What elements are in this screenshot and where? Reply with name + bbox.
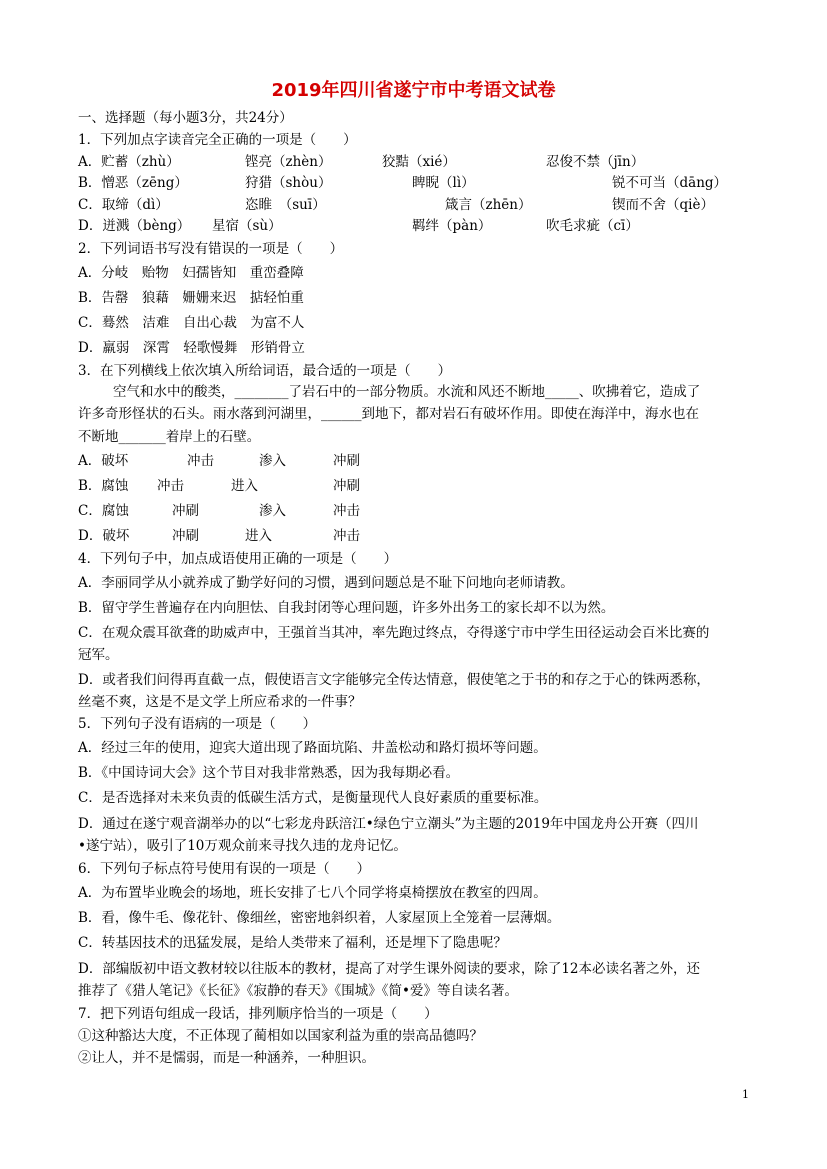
q1-option-word: 狩猎（shòu） xyxy=(245,175,332,191)
q3-option-word: 冲刷 xyxy=(172,503,199,519)
q3-option-word: 冲刷 xyxy=(333,478,360,494)
q2-option: A．分岐 贻物 妇孺皆知 重峦叠障 xyxy=(78,265,304,281)
q1-option: C．取缔（dì） xyxy=(78,197,169,213)
q2-option: C．蓦然 洁难 自出心裁 为富不人 xyxy=(78,315,305,331)
q3-option-word: 冲击 xyxy=(333,528,360,544)
q4-option-line: C．在观众震耳欲聋的助威声中，王强首当其冲，率先跑过终点，夺得遂宁市中学生田径运动会百米比赛的 xyxy=(78,625,710,641)
q3-option-word: 渗入 xyxy=(259,503,286,519)
q1-option-word: 睥睨（lì） xyxy=(412,175,475,191)
q1-option: B．憎恶（zēng） xyxy=(78,175,188,191)
q3-option-word: 冲刷 xyxy=(333,453,360,469)
q6-option-line: D．部编版初中语文教材较以往版本的教材，提高了对学生课外阅读的要求，除了12本必读名著之外，还 xyxy=(78,961,701,977)
q1-option: D．迸溅（bèng） xyxy=(78,218,191,234)
q5-option-line: D．通过在遂宁观音湖举办的以“七彩龙舟跃涪江•绿色宁立潮头”为主题的2019年中国龙舟公开赛（四川 xyxy=(78,816,699,832)
q7-sentence: ①这种豁达大度，不正体现了蔺相如以国家利益为重的崇高品德吗？ xyxy=(78,1028,483,1044)
question-7-stem: 7．把下列语句组成一段话，排列顺序恰当的一项是（ ） xyxy=(78,1006,438,1022)
q4-option-line: D．或者我们问得再直截一点，假使语言文字能够完全传达情意，假使笔之于书的和存之于心的铢两悉称， xyxy=(78,672,710,688)
q4-option-line: 丝毫不爽，这是不是文学上所应希求的一件事？ xyxy=(78,694,362,710)
q6-option-line: A．为布置毕业晚会的场地，班长安排了七八个同学将桌椅摆放在教室的四周。 xyxy=(78,885,547,901)
page-title: 2019年四川省遂宁市中考语文试卷 xyxy=(271,80,556,101)
q1-option-word: 锐不可当（dāng） xyxy=(612,175,728,191)
q3-option-word: 冲击 xyxy=(187,453,214,469)
q5-option-line: A．经过三年的使用，迎宾大道出现了路面坑陷、井盖松动和路灯损坏等问题。 xyxy=(78,740,547,756)
q6-option-line: B．看，像牛毛、像花针、像细丝，密密地斜织着，人家屋顶上全笼着一层薄烟。 xyxy=(78,910,561,926)
q3-option: C．腐蚀 xyxy=(78,503,129,519)
question-4-stem: 4．下列句子中，加点成语使用正确的一项是（ ） xyxy=(78,551,398,567)
q3-option-word: 渗入 xyxy=(259,453,286,469)
q4-option-line: 冠军。 xyxy=(78,647,119,663)
q1-option-word: 铿亮（zhèn） xyxy=(245,154,332,170)
q2-option: D．羸弱 深霄 轻歌慢舞 形销骨立 xyxy=(78,340,305,356)
q5-option-line: B．《中国诗词大会》这个节目对我非常熟悉，因为我每期必看。 xyxy=(78,765,460,781)
q1-option-word: 忍俊不禁（jīn） xyxy=(546,154,645,170)
q1-option-word: 狡黠（xié） xyxy=(382,154,456,170)
q2-option: B．告罄 狼藉 姗姗来迟 掂轻怕重 xyxy=(78,290,304,306)
q5-option-line: C．是否选择对未来负责的低碳生活方式，是衡量现代人良好素质的重要标准。 xyxy=(78,790,548,806)
q3-passage-line: 许多奇形怪状的石头。雨水落到河湖里，______到地下，都对岩石有破坏作用。即使在海洋中，海水也在 xyxy=(78,406,699,422)
q3-option-word: 冲击 xyxy=(333,503,360,519)
question-2-stem: 2．下列词语书写没有错误的一项是（ ） xyxy=(78,241,344,257)
q1-option: A．贮蓄（zhù） xyxy=(78,154,180,170)
q4-option-line: B．留守学生普遍存在内向胆怯、自我封闭等心理问题，许多外出务工的家长却不以为然。 xyxy=(78,600,615,616)
q6-option-line: C．转基因技术的迅猛发展，是给人类带来了福利，还是埋下了隐患呢？ xyxy=(78,935,507,951)
q1-option-word: 吹毛求疵（cī） xyxy=(546,218,639,234)
q1-option-word: 恣睢 （suī） xyxy=(245,197,326,213)
question-1-stem: 1．下列加点字读音完全正确的一项是（ ） xyxy=(78,132,357,148)
q1-option-word: 星宿（sù） xyxy=(212,218,282,234)
q3-option: D．破坏 xyxy=(78,528,130,544)
q3-option: B．腐蚀 xyxy=(78,478,129,494)
q1-option-word: 羁绊（pàn） xyxy=(412,218,492,234)
q3-passage-line: 不断地_______着岸上的石壁。 xyxy=(78,429,261,445)
q3-option-word: 冲击 xyxy=(157,478,184,494)
question-3-stem: 3．在下列横线上依次填入所给词语，最合适的一项是（ ） xyxy=(78,363,452,379)
q4-option-line: A．李丽同学从小就养成了勤学好问的习惯，遇到问题总是不耻下问地向老师请教。 xyxy=(78,575,574,591)
q3-option: A．破坏 xyxy=(78,453,129,469)
q6-option-line: 推荐了《猎人笔记》《长征》《寂静的春天》《围城》《简•爱》等自读名著。 xyxy=(78,983,518,999)
q7-sentence: ②让人，并不是懦弱，而是一种涵养，一种胆识。 xyxy=(78,1050,375,1066)
q3-passage-line: 空气和水中的酸类，________了岩石中的一部分物质。水流和风还不断地_____、吹拂着它，造成了 xyxy=(113,384,701,400)
q5-option-line: •遂宁站），吸引了10万观众前来寻找久违的龙舟记忆。 xyxy=(78,838,407,854)
question-5-stem: 5．下列句子没有语病的一项是（ ） xyxy=(78,716,317,732)
page-number: 1 xyxy=(742,1088,749,1101)
q3-option-word: 进入 xyxy=(245,528,272,544)
question-6-stem: 6．下列句子标点符号使用有误的一项是（ ） xyxy=(78,861,371,877)
q1-option-word: 箴言（zhēn） xyxy=(445,197,532,213)
q3-option-word: 冲刷 xyxy=(172,528,199,544)
section-heading: 一、选择题（每小题3分，共24分） xyxy=(78,110,293,126)
q1-option-word: 锲而不舍（qiè） xyxy=(612,197,714,213)
q3-option-word: 进入 xyxy=(231,478,258,494)
